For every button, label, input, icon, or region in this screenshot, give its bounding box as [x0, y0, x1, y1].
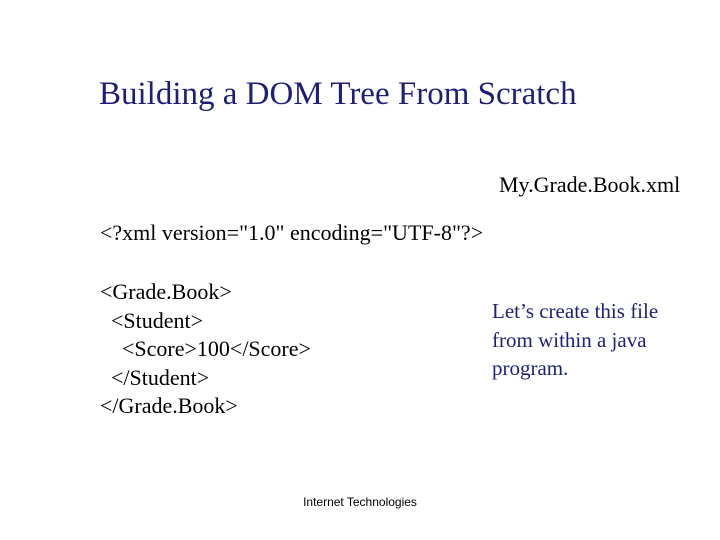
- side-note-line: Let’s create this file: [492, 299, 659, 323]
- side-note: [492, 297, 702, 383]
- slide-title: Building a DOM Tree From Scratch: [99, 76, 577, 112]
- xml-line-grade-book-open: <Grade.Book>: [100, 279, 232, 304]
- xml-line-score: <Score>100</Score>: [100, 336, 311, 361]
- xml-line-student-close: </Student>: [100, 364, 210, 390]
- xml-line-student-open: <Student>: [100, 307, 204, 333]
- side-note-line: from within a java: [492, 327, 647, 352]
- side-note-line: program.: [492, 356, 569, 380]
- xml-code-block: [100, 278, 311, 421]
- xml-line-grade-book-close: </Grade.Book>: [100, 393, 238, 418]
- xml-declaration: <?xml version="1.0" encoding="UTF-8"?>: [100, 220, 484, 245]
- slide-footer: Internet Technologies: [303, 495, 417, 509]
- file-name-label: My.Grade.Book.xml: [499, 172, 681, 197]
